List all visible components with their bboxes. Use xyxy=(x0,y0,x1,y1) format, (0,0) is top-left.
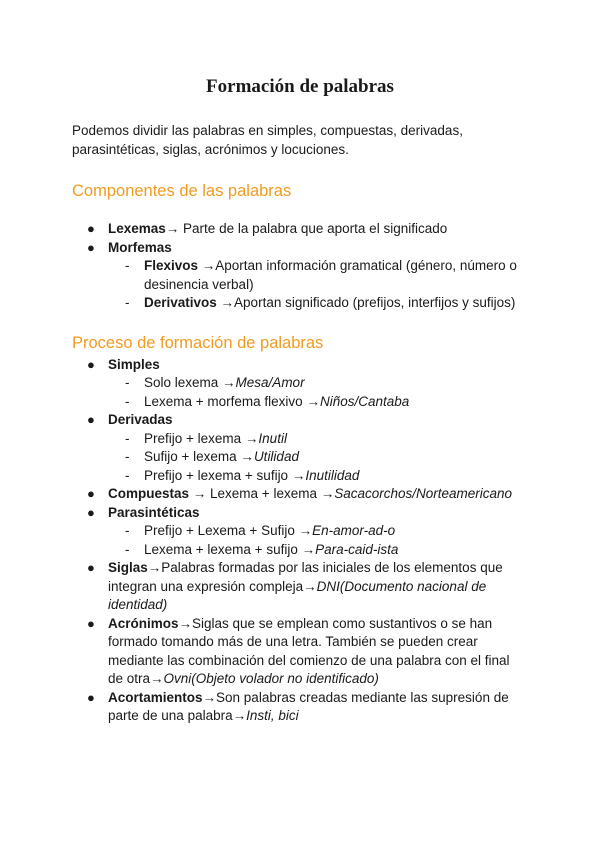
dash-icon: - xyxy=(125,430,130,446)
list-item xyxy=(72,615,528,689)
term-label: Morfemas xyxy=(108,239,172,255)
sub-list xyxy=(108,257,528,313)
section-heading-componentes: Componentes de las palabras xyxy=(72,182,292,200)
sub-list-item xyxy=(108,448,528,467)
term-label: Compuestas xyxy=(108,486,190,501)
example-text: Insti, bici xyxy=(246,708,299,723)
term-label: Acrónimos xyxy=(108,615,179,631)
sub-list xyxy=(108,374,528,411)
example-text: Ovni(Objeto volador no identificado) xyxy=(163,671,379,686)
sub-list-item xyxy=(108,430,528,449)
dash-icon: - xyxy=(125,258,130,273)
term-label: Lexemas xyxy=(108,221,166,236)
list-item xyxy=(72,356,528,412)
term-label: Acortamientos xyxy=(108,689,203,705)
term-label: Derivadas xyxy=(108,412,173,427)
example-text: Mesa/Amor xyxy=(235,375,305,390)
sub-list-item xyxy=(108,541,528,560)
section-heading-proceso: Proceso de formación de palabras xyxy=(72,333,324,352)
term-label: Siglas xyxy=(108,560,148,575)
proceso-list xyxy=(72,356,528,726)
dash-icon: - xyxy=(125,449,130,464)
example-text: Inutil xyxy=(258,430,287,446)
dash-icon: - xyxy=(125,467,130,483)
list-item xyxy=(72,411,528,485)
item-text: → Lexema + lexema → xyxy=(189,486,335,501)
item-text: →Aportan información gramatical (género, número o desinencia verbal) xyxy=(144,258,517,292)
item-text: Prefijo + lexema + sufijo → xyxy=(144,467,306,483)
item-text: Lexema + morfema flexivo → xyxy=(144,393,320,409)
item-text: →Palabras formadas por las iniciales de los elementos que integran una expresión compleja→ xyxy=(108,560,503,594)
term-label: Parasintéticas xyxy=(108,504,200,520)
dash-icon: - xyxy=(125,375,130,390)
bullet-icon: ● xyxy=(87,615,95,631)
list-item xyxy=(72,239,528,313)
list-item xyxy=(72,220,528,239)
sub-list-item xyxy=(108,393,528,412)
example-text: Niños/Cantaba xyxy=(319,393,410,409)
item-text: → Parte de la palabra que aporta el significado xyxy=(165,221,448,236)
item-text: Prefijo + Lexema + Sufijo → xyxy=(144,523,313,538)
example-text: DNI(Documento nacional de identidad) xyxy=(108,578,487,612)
sub-list-item xyxy=(108,294,528,313)
item-text: Solo lexema → xyxy=(144,375,236,390)
sub-list xyxy=(108,522,528,559)
item-text: →Siglas que se emplean como sustantivos o se han formado tomando más de una letra. También se pueden crear mediante las combinación del comienzo de una palabra con el final de otra→ xyxy=(108,615,510,686)
item-text: →Aportan significado (prefijos, interfijos y sufijos) xyxy=(216,295,516,310)
example-text: Para-caid-ista xyxy=(315,541,399,557)
example-text: Utilidad xyxy=(253,449,299,464)
dash-icon: - xyxy=(125,295,130,310)
item-text: Prefijo + lexema → xyxy=(144,430,259,446)
bullet-icon: ● xyxy=(87,560,95,575)
list-item xyxy=(72,504,528,560)
list-item xyxy=(72,559,528,615)
list-item xyxy=(72,689,528,726)
sub-list-item xyxy=(108,257,528,294)
bullet-icon: ● xyxy=(87,504,95,520)
dash-icon: - xyxy=(125,523,130,538)
dash-icon: - xyxy=(125,393,130,409)
example-text: Inutilidad xyxy=(305,467,360,483)
term-label: Derivativos xyxy=(144,295,217,310)
dash-icon: - xyxy=(125,541,130,557)
bullet-icon: ● xyxy=(87,412,95,427)
bullet-icon: ● xyxy=(87,221,95,236)
list-item xyxy=(72,485,528,504)
intro-paragraph: Podemos dividir las palabras en simples, compuestas, derivadas, parasintéticas, siglas, acrónimos y locuciones. xyxy=(72,123,463,157)
bullet-icon: ● xyxy=(87,239,95,255)
sub-list-item xyxy=(108,374,528,393)
item-text: →Son palabras creadas mediante las supresión de parte de una palabra→ xyxy=(108,689,509,723)
componentes-list xyxy=(72,220,528,313)
item-text: Sufijo + lexema → xyxy=(144,449,254,464)
term-label: Flexivos xyxy=(144,258,199,273)
term-label: Simples xyxy=(108,356,160,372)
sub-list-item xyxy=(108,467,528,486)
example-text: En-amor-ad-o xyxy=(312,523,396,538)
sub-list xyxy=(108,430,528,486)
item-text: Lexema + lexema + sufijo → xyxy=(144,541,316,557)
page-title: Formación de palabras xyxy=(206,76,394,97)
example-text: Sacacorchos/Norteamericano xyxy=(334,486,513,501)
bullet-icon: ● xyxy=(87,486,95,501)
bullet-icon: ● xyxy=(87,356,95,372)
sub-list-item xyxy=(108,522,528,541)
bullet-icon: ● xyxy=(87,689,95,705)
